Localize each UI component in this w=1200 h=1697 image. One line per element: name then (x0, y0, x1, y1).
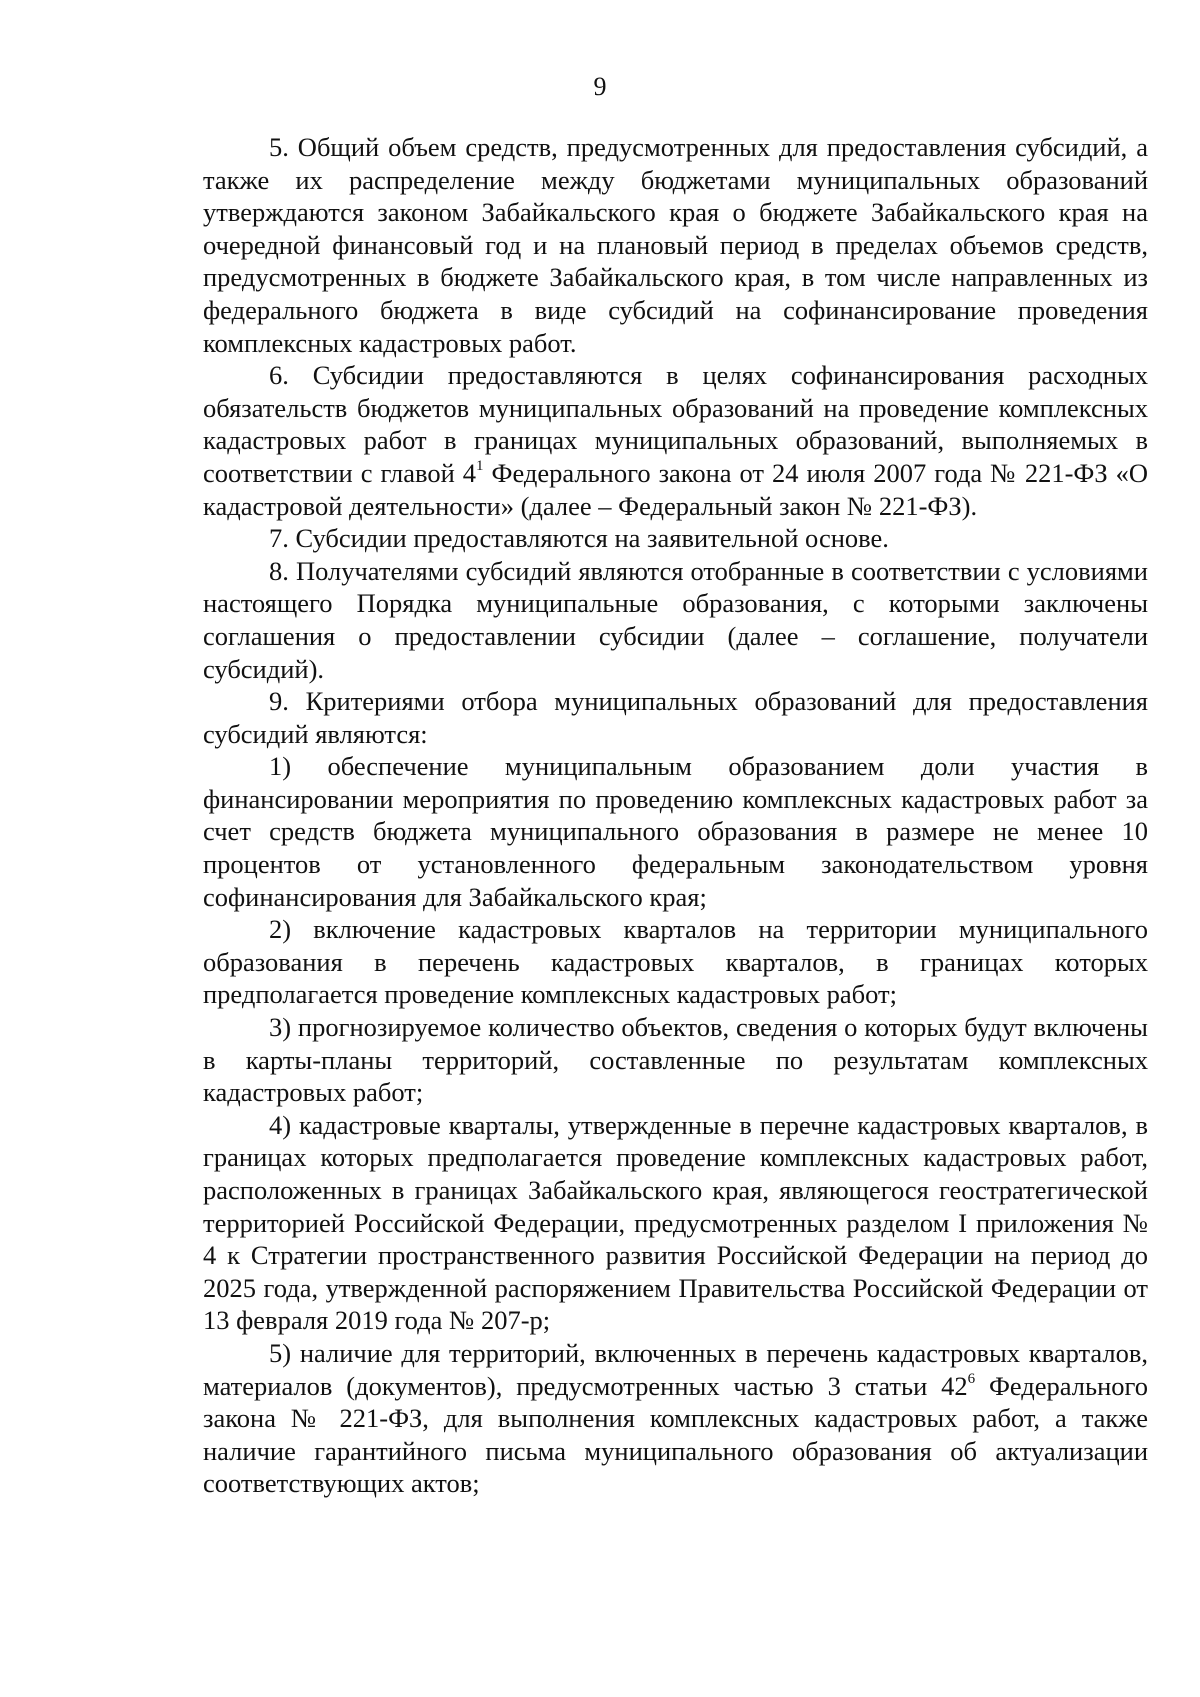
paragraph-7: 7. Субсидии предоставляются на заявительной основе. (269, 523, 889, 554)
paragraph-6-text-after: Федерального закона от 24 июля 2007 года № 221-ФЗ «О кадастровой деятельности» (далее – Федеральный закон № 221-ФЗ). (203, 457, 1148, 521)
paragraph-8: 8. Получателями субсидий являются отобранные в соответствии с условиями настоящего Порядка муниципальные образования, с которыми заключены соглашения о предоставлении субсидии (далее – соглашение, получатели субсидий). (203, 555, 1148, 684)
criterion-5-text-after: Федерального закона № 221-ФЗ, для выполнения комплексных кадастровых работ, а также наличие гарантийного письма муниципального образования об актуализации соответствующих актов; (203, 1370, 1148, 1499)
article-superscript: 6 (967, 1370, 976, 1387)
criterion-5-text-before: 5) наличие для территорий, включенных в перечень кадастровых кварталов, материалов (документов), предусмотренных частью 3 статьи 42 (203, 1337, 1148, 1401)
document-body (203, 131, 1148, 1500)
chapter-superscript: 1 (476, 457, 484, 474)
paragraph-9: 9. Критериями отбора муниципальных образований для предоставления субсидий являются: (203, 686, 1148, 749)
paragraph-5: 5. Общий объем средств, предусмотренных для предоставления субсидий, а также их распределение между бюджетами муниципальных образований утверждаются законом Забайкальского края о бюджете Забайкальского края на очередной финансовый год и на плановый период в пределах объемов средств, предусмотренных в бюджете Забайкальского края, в том числе направленных из федерального бюджета в виде субсидий на софинансирование проведения комплексных кадастровых работ. (203, 132, 1148, 358)
criterion-5 (203, 1337, 1148, 1500)
criterion-1: 1) обеспечение муниципальным образованием доли участия в финансировании мероприятия по проведению комплексных кадастровых работ за счет средств бюджета муниципального образования в размере не менее 10 процентов от установленного федеральным законодательством уровня софинансирования для Забайкальского края; (203, 751, 1148, 912)
paragraph-6 (203, 359, 1148, 522)
criterion-2: 2) включение кадастровых кварталов на территории муниципального образования в перечень кадастровых кварталов, в границах которых предполагается проведение комплексных кадастровых работ; (203, 914, 1148, 1010)
criterion-4: 4) кадастровые кварталы, утвержденные в перечне кадастровых кварталов, в границах которых предполагается проведение комплексных кадастровых работ, расположенных в границах Забайкальского края, являющегося геостратегической территорией Российской Федерации, предусмотренных разделом I приложения № 4 к Стратегии пространственного развития Российской Федерации на период до 2025 года, утвержденной распоряжением Правительства Российской Федерации от 13 февраля 2019 года № 207-р; (203, 1109, 1148, 1336)
criterion-3: 3) прогнозируемое количество объектов, сведения о которых будут включены в карты-планы территорий, составленные по результатам комплексных кадастровых работ; (203, 1012, 1148, 1108)
paragraph-6-text-before: 6. Субсидии предоставляются в целях софинансирования расходных обязательств бюджетов муниципальных образований на проведение комплексных кадастровых работ в границах муниципальных образований, выполняемых в соответствии с главой 4 (203, 360, 1148, 488)
page-number: 9 (593, 72, 607, 101)
